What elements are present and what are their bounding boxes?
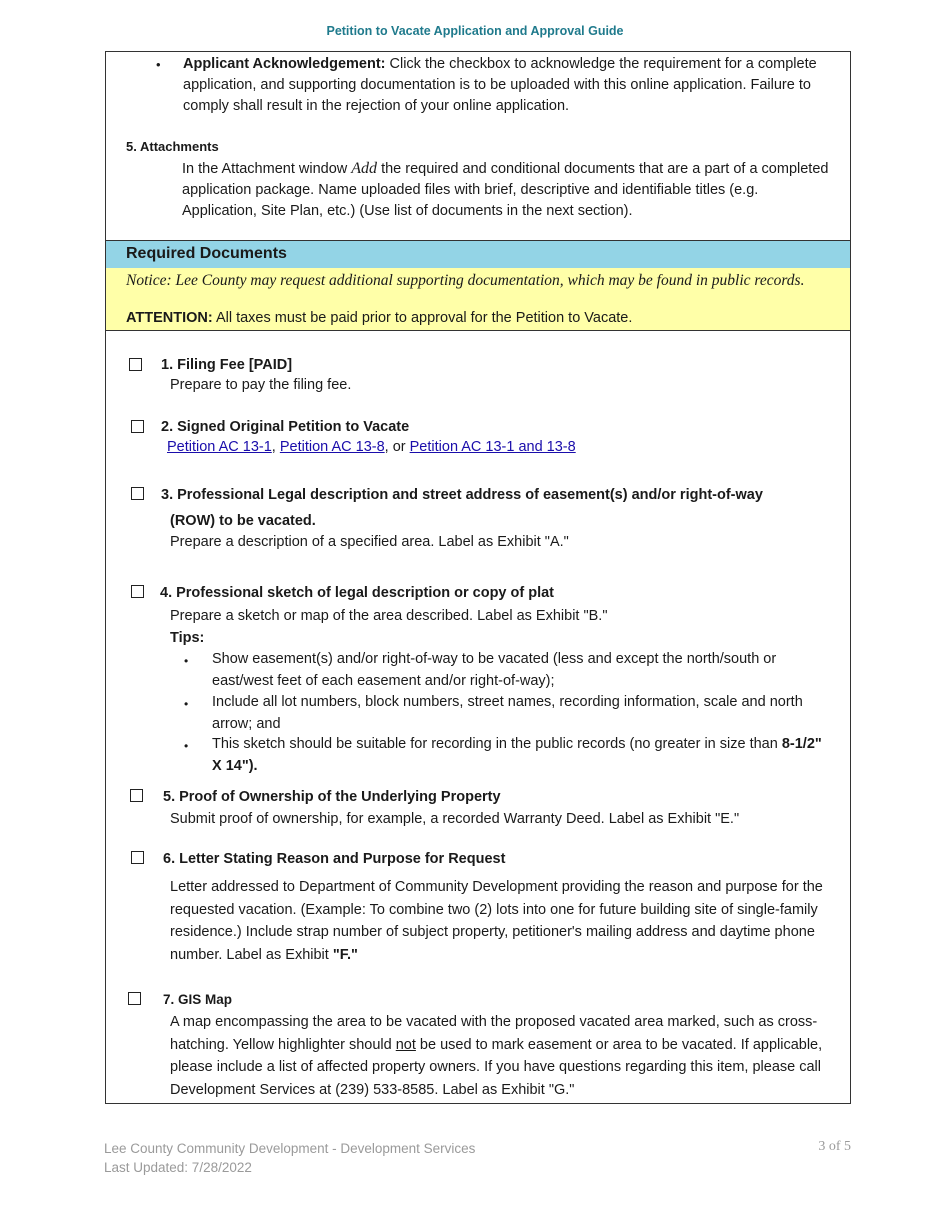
notice-box [106, 268, 850, 331]
attention-text: All taxes must be paid prior to approval for the Petition to Vacate. [212, 310, 633, 326]
proof-of-ownership-checkbox[interactable] [130, 789, 143, 802]
sketch-text: Prepare a sketch or map of the area described. Label as Exhibit "B." [170, 608, 608, 624]
filing-fee-title: 1. Filing Fee [PAID] [161, 357, 293, 373]
gis-text-post: be used to mark easement or area to be vacated. If applicable, please include a list of affected property owners. If you have questions regarding this item, please call Development Services at (239) 533-8585. Label as Exhibit "G." [170, 1036, 823, 1098]
page-number: 3 of 5 [818, 1139, 851, 1154]
attachments-text-post: the required and conditional documents that are a part of a completed application package. Name uploaded files with brief, descriptive and identifiable titles (e.g. Application, Site Plan, etc.) (Use list of documents in the next section). [182, 161, 829, 219]
applicant-acknowledgement [183, 54, 823, 117]
filing-fee-text: Prepare to pay the filing fee. [170, 377, 352, 393]
legal-description-title-line2: (ROW) to be vacated. [170, 513, 316, 529]
petition-ac-13-8-link[interactable]: Petition AC 13-8 [279, 439, 385, 455]
bullet-icon: • [156, 57, 161, 72]
filing-fee-checkbox[interactable] [129, 358, 142, 371]
legal-description-checkbox[interactable] [131, 487, 144, 500]
legal-description-text: Prepare a description of a specified area. Label as Exhibit "A." [170, 534, 569, 550]
not-emphasis: not [395, 1036, 416, 1053]
sketch-checkbox[interactable] [131, 585, 144, 598]
exhibit-f-label: "F." [332, 946, 358, 963]
footer-info [104, 1139, 475, 1177]
acknowledgement-label: Applicant Acknowledgement: [183, 56, 386, 72]
footer-organization: Lee County Community Development - Development Services [104, 1141, 476, 1156]
attachments-text-pre: In the Attachment window [182, 161, 352, 177]
required-documents-title: Required Documents [126, 245, 287, 262]
tip-bullet-icon: • [184, 739, 189, 753]
link-separator: , or [384, 439, 410, 455]
required-documents-header [106, 240, 850, 269]
gis-text-pre: A map encompassing the area to be vacated with the proposed vacated area marked, such as cross-hatching. Yellow highlighter should [170, 1014, 818, 1053]
attention-label: ATTENTION: [126, 310, 213, 326]
gis-map-checkbox[interactable] [128, 992, 141, 1005]
tip-3-size: 8-1/2" X 14"). [212, 736, 822, 774]
letter-text-body: Letter addressed to Department of Community Development providing the reason and purpose for the requested vacation. (Example: To combine two (2) lots into one for future building site of single-family residence.) Include strap number of subject property, petitioner's mailing address and daytime phone number. Label as Exhibit [170, 879, 823, 963]
page-header-title: Petition to Vacate Application and Approval Guide [326, 24, 624, 38]
tip-3-text: This sketch should be suitable for recording in the public records (no greater in size than [212, 736, 778, 752]
letter-checkbox[interactable] [131, 851, 144, 864]
petition-ac-13-1-and-13-8-link[interactable]: Petition AC 13-1 and 13-8 [409, 439, 576, 455]
content-frame [105, 51, 851, 1104]
tip-bullet-icon: • [184, 654, 189, 668]
link-separator: , [271, 439, 280, 455]
proof-of-ownership-text: Submit proof of ownership, for example, a recorded Warranty Deed. Label as Exhibit "E." [170, 811, 740, 827]
tip-item-1: Show easement(s) and/or right-of-way to be vacated (less and except the north/south or east/west feet of each easement and/or right-of-way); [212, 651, 777, 689]
signed-petition-title: 2. Signed Original Petition to Vacate [161, 419, 410, 435]
acknowledgement-text: Click the checkbox to acknowledge the requirement for a complete application, and supporting documentation is to be uploaded with this online application. Failure to comply shall result in the rejection of your online application. [183, 56, 817, 114]
tips-label: Tips: [170, 630, 205, 646]
letter-title: 6. Letter Stating Reason and Purpose for Request [163, 851, 506, 867]
petition-ac-13-1-link[interactable]: Petition AC 13-1 [167, 439, 272, 455]
signed-petition-checkbox[interactable] [131, 420, 144, 433]
instructions-section [106, 52, 850, 240]
tip-item-3 [212, 734, 832, 777]
notice-text: Notice: Lee County may request additional supporting documentation, which may be found in public records. [126, 272, 805, 289]
gis-map-title: 7. GIS Map [163, 992, 233, 1007]
footer-last-updated: Last Updated: 7/28/2022 [104, 1160, 252, 1175]
attachments-heading: 5. Attachments [126, 139, 219, 154]
sketch-title: 4. Professional sketch of legal description or copy of plat [160, 585, 555, 601]
legal-description-title-line1: 3. Professional Legal description and street address of easement(s) and/or right-of-way [161, 487, 763, 503]
proof-of-ownership-title: 5. Proof of Ownership of the Underlying Property [163, 789, 501, 805]
petition-links [167, 436, 576, 458]
letter-text [170, 876, 830, 966]
attachments-text [182, 158, 830, 222]
tip-item-2: Include all lot numbers, block numbers, street names, recording information, scale and north arrow; and [212, 694, 803, 732]
gis-map-text [170, 1011, 830, 1101]
tip-bullet-icon: • [184, 697, 189, 711]
add-term: Add [351, 160, 378, 177]
attention-line [126, 310, 632, 326]
